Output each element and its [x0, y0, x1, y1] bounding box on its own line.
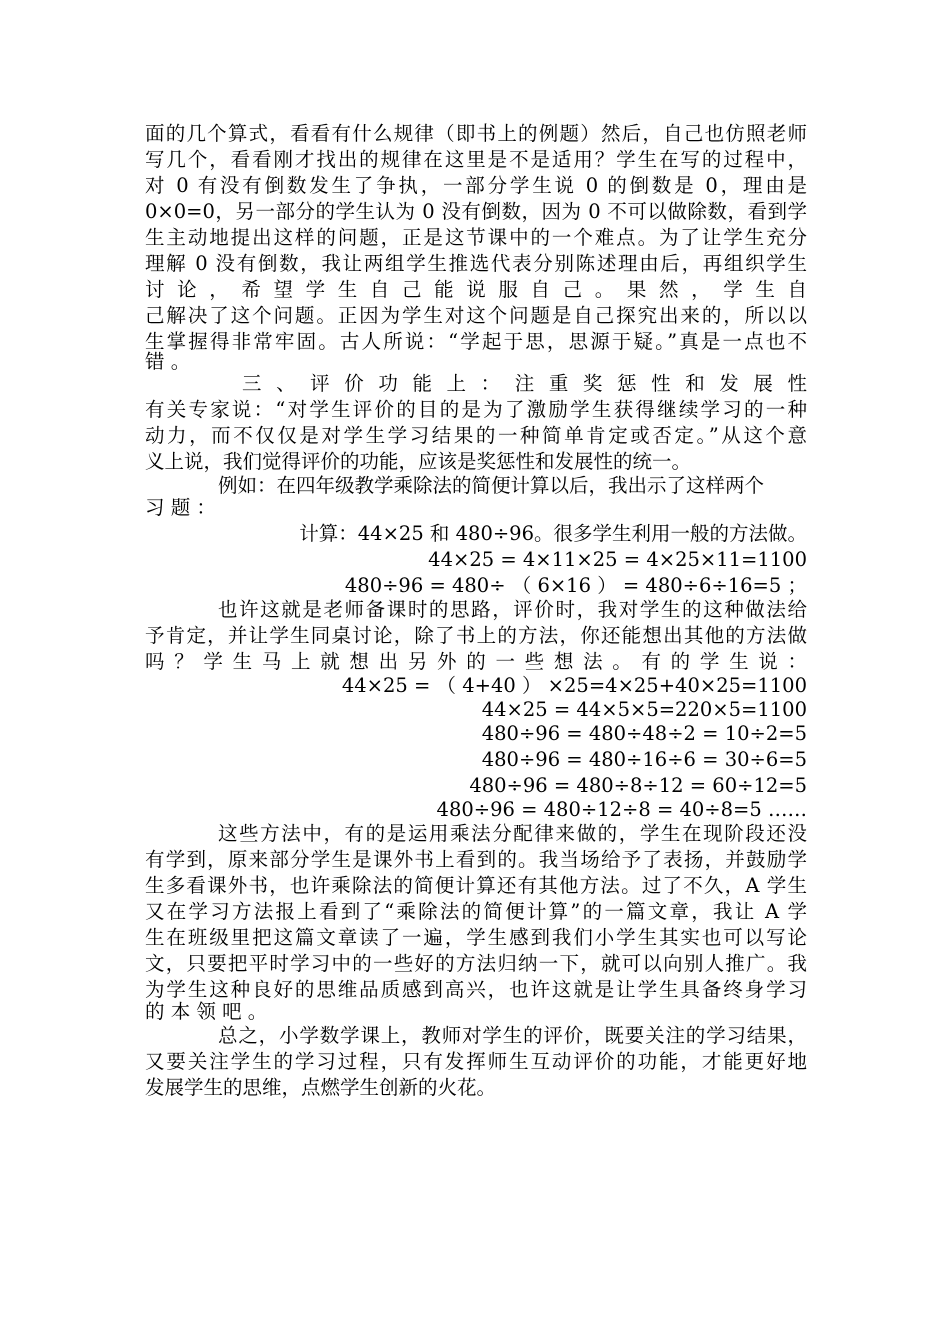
text-line: 面的几个算式，看看有什么规律（即书上的例题）然后，自己也仿照老师 [145, 122, 807, 145]
math-line: 480÷96 = 480÷16÷6 = 30÷6=5 [481, 748, 807, 771]
text-line: 生在班级里把这篇文章读了一遍，学生感到我们小学生其实也可以写论 [145, 926, 807, 949]
text-line: 生主动地提出这样的问题，正是这节课中的一个难点。为了让学生充分 [145, 226, 807, 249]
text-line: 义上说，我们觉得评价的功能，应该是奖惩性和发展性的统一。 [145, 450, 692, 473]
text-line: 这些方法中，有的是运用乘法分配律来做的，学生在现阶段还没 [218, 822, 807, 845]
text-line: 生多看课外书，也许乘除法的简便计算还有其他方法。过了不久，A 学生 [145, 874, 807, 897]
text-line: 吗 ？ 学 生 马 上 就 想 出 另 外 的 一 些 想 法 。 有 的 学 生 说 ： [145, 650, 807, 673]
math-line: 480÷96 = 480÷48÷2 = 10÷2=5 [481, 722, 807, 745]
text-line: 计算：44×25 和 480÷96。很多学生利用一般的方法做。 [299, 522, 807, 545]
text-line: 予肯定，并让学生同桌讨论，除了书上的方法，你还能想出其他的方法做 [145, 624, 807, 647]
text-line: 动力，而不仅仅是对学生学习结果的一种简单肯定或否定。”从这个意 [145, 424, 807, 447]
text-line: 错 。 [145, 350, 191, 373]
text-line: 例如：在四年级教学乘除法的简便计算以后，我出示了这样两个 [218, 474, 765, 497]
text-line: 己解决了这个问题。正因为学生对这个问题是自己探究出来的，所以以 [145, 304, 807, 327]
math-line: 480÷96 = 480÷8÷12 = 60÷12=5 [469, 774, 807, 797]
math-line: 480÷96 = 480÷ （ 6×16 ） = 480÷6÷16=5 ； [344, 574, 807, 597]
text-line: 又要关注学生的学习过程，只有发挥师生互动评价的功能，才能更好地 [145, 1050, 807, 1073]
text-line: 又在学习方法报上看到了“乘除法的简便计算”的一篇文章，我让 A 学 [145, 900, 807, 923]
section-heading: 三 、 评 价 功 能 上 ： 注 重 奖 惩 性 和 发 展 性 [242, 372, 807, 395]
math-line: 44×25 = 4×11×25 = 4×25×11=1100 [428, 548, 807, 571]
text-line: 理解 0 没有倒数，我让两组学生推选代表分别陈述理由后，再组织学生 [145, 252, 807, 275]
text-line: 写几个，看看刚才找出的规律在这里是不是适用？学生在写的过程中， [145, 148, 807, 171]
math-line: 44×25 = 44×5×5=220×5=1100 [481, 698, 807, 721]
text-line: 发展学生的思维，点燃学生创新的火花。 [145, 1076, 497, 1099]
text-line: 习 题 ： [145, 496, 216, 519]
text-line: 有学到，原来部分学生是课外书上看到的。我当场给予了表扬，并鼓励学 [145, 848, 807, 871]
math-line: 44×25 = （ 4+40 ） ×25=4×25+40×25=1100 [341, 674, 807, 697]
text-line: 也许这就是老师备课时的思路，评价时，我对学生的这种做法给 [218, 598, 807, 621]
text-line: 总之，小学数学课上，教师对学生的评价，既要关注的学习结果， [218, 1024, 807, 1047]
text-line: 文，只要把平时学习中的一些好的方法归纳一下，就可以向别人推广。我 [145, 952, 807, 975]
text-line: 0×0=0，另一部分的学生认为 0 没有倒数，因为 0 不可以做除数，看到学 [145, 200, 807, 223]
text-line: 有关专家说：“对学生评价的目的是为了激励学生获得继续学习的一种 [145, 398, 807, 421]
text-line: 为学生这种良好的思维品质感到高兴，也许这就是让学生具备终身学习 [145, 978, 807, 1001]
text-line: 讨 论 ， 希 望 学 生 自 己 能 说 服 自 己 。 果 然 ， 学 生 自 [145, 278, 807, 301]
text-line: 生掌握得非常牢固。古人所说：“学起于思，思源于疑。”真是一点也不 [145, 330, 807, 353]
math-line: 480÷96 = 480÷12÷8 = 40÷8=5 …… [436, 798, 807, 821]
text-line: 对 0 有没有倒数发生了争执，一部分学生说 0 的倒数是 0，理由是 [145, 174, 807, 197]
text-line: 的 本 领 吧 。 [145, 1000, 268, 1023]
